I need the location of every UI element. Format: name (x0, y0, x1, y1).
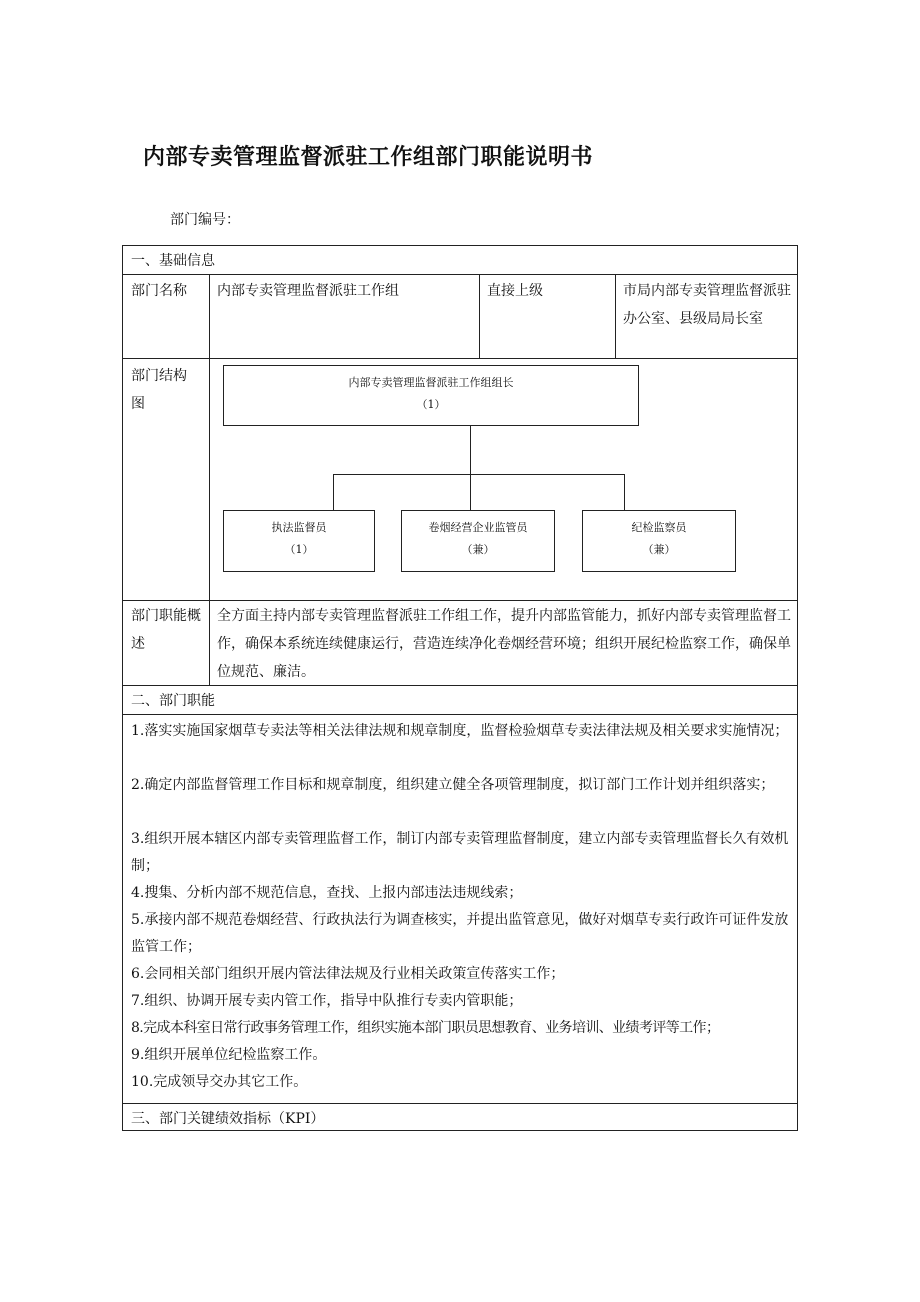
org-connector-bar (333, 474, 625, 475)
org-node-leader (223, 365, 639, 426)
dept-name-label: 部门名称 (131, 283, 187, 299)
org-node-tobacco-regulator-count: （兼） (461, 543, 495, 556)
duty-item-6: 6.会同相关部门组织开展内管法律法规及行业相关政策宣传落实工作； (131, 966, 565, 982)
org-node-leader-title: 内部专卖管理监督派驻工作组组长 (348, 376, 514, 389)
org-node-leader-count: （1） (416, 398, 446, 411)
org-connector-left (333, 474, 334, 510)
department-number-label: 部门编号： (170, 212, 240, 228)
duty-item-5: 5.承接内部不规范卷烟经营、行政执法行为调查核实，并提出监管意见，做好对烟草专卖行政许可证件发放监管工作； (131, 912, 789, 955)
document-title: 内部专卖管理监督派驻工作组部门职能说明书 (143, 145, 594, 170)
duty-item-8: 8.完成本科室日常行政事务管理工作，组织实施本部门职员思想教育、业务培训、业绩考评等工作； (131, 1020, 720, 1036)
org-node-discipline-inspector-title: 纪检监察员 (631, 521, 687, 534)
section-basic-info: 一、基础信息 (131, 253, 215, 269)
duty-item-2: 2.确定内部监督管理工作目标和规章制度，组织建立健全各项管理制度，拟订部门工作计划并组织落实； (131, 777, 775, 793)
duty-item-7: 7.组织、协调开展专卖内管工作，指导中队推行专卖内管职能； (131, 993, 523, 1009)
section-duties: 二、部门职能 (131, 693, 215, 709)
duty-item-10: 10.完成领导交办其它工作。 (131, 1074, 308, 1090)
duty-item-9: 9.组织开展单位纪检监察工作。 (131, 1047, 327, 1063)
superior-value: 市局内部专卖管理监督派驻办公室、县级局局长室 (623, 283, 791, 327)
duty-item-3: 3.组织开展本辖区内部专卖管理监督工作，制订内部专卖管理监督制度，建立内部专卖管理监督长久有效机制； (131, 831, 789, 874)
function-table (122, 245, 798, 1131)
org-node-discipline-inspector (582, 510, 736, 572)
org-connector-right (624, 474, 625, 510)
org-node-tobacco-regulator-title: 卷烟经营企业监管员 (428, 521, 528, 534)
dept-name-value: 内部专卖管理监督派驻工作组 (217, 283, 399, 299)
org-node-law-supervisor-count: （1） (284, 543, 314, 556)
org-connector-trunk (470, 426, 471, 474)
overview-label: 部门职能概述 (131, 608, 201, 652)
section-kpi: 三、部门关键绩效指标（KPI） (131, 1111, 325, 1127)
org-node-discipline-inspector-count: （兼） (642, 543, 676, 556)
org-connector-middle (470, 474, 471, 510)
org-node-law-supervisor-title: 执法监督员 (271, 521, 327, 534)
structure-label: 部门结构图 (131, 368, 187, 412)
org-node-tobacco-regulator (401, 510, 555, 572)
duty-item-4: 4.搜集、分析内部不规范信息，查找、上报内部违法违规线索； (131, 885, 523, 901)
duty-item-1: 1.落实实施国家烟草专卖法等相关法律法规和规章制度，监督检验烟草专卖法律法规及相关要求实施情况； (131, 723, 789, 739)
overview-value: 全方面主持内部专卖管理监督派驻工作组工作，提升内部监管能力，抓好内部专卖管理监督工作，确保本系统连续健康运行，营造连续净化卷烟经营环境；组织开展纪检监察工作，确保单位规范、廉洁。 (217, 608, 791, 680)
org-node-law-supervisor (223, 510, 375, 572)
superior-label: 直接上级 (487, 283, 543, 299)
